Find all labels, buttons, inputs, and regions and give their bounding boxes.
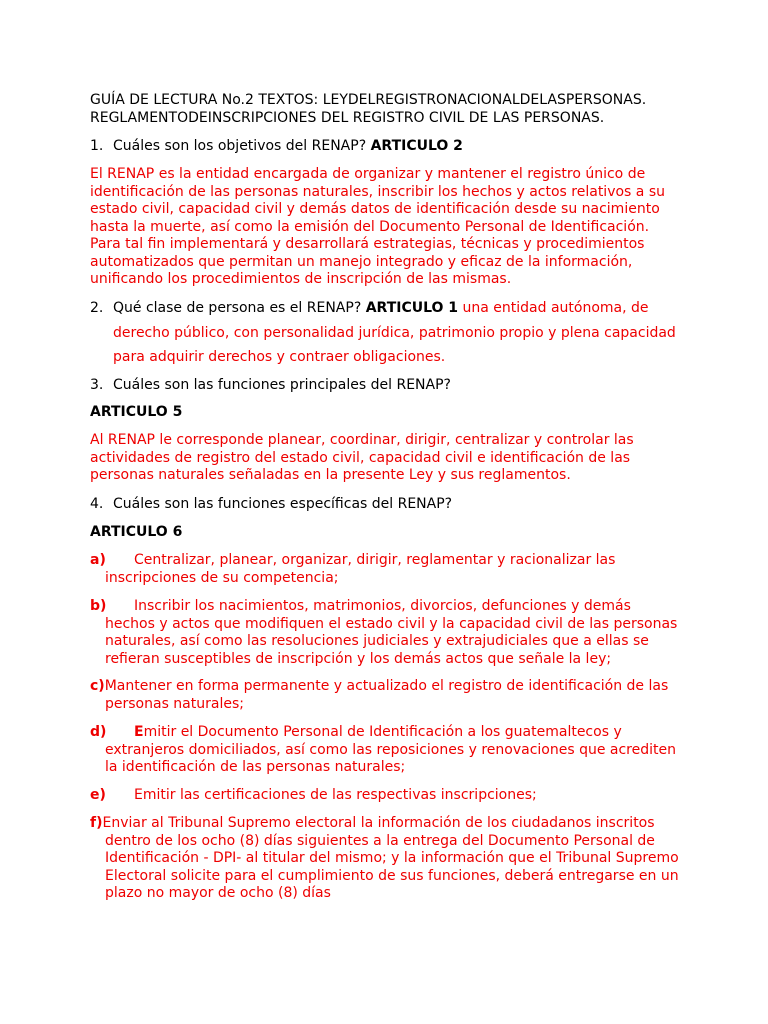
answer-line: El RENAP es la entidad encargada de organizar y mantener el registro único de xyxy=(90,166,646,182)
item-text: personas naturales; xyxy=(105,695,244,712)
answer-line: automatizados que permitan un manejo integrado y eficaz de la información, xyxy=(90,253,633,270)
answer-2 xyxy=(113,321,693,369)
answer-line: identificación de las personas naturales, inscribir los hechos y actos relativos a su xyxy=(90,183,665,200)
item-text: Inscribir los nacimientos, matrimonios, divorcios, defunciones y demás xyxy=(134,598,631,614)
answer-line: hasta la muerte, así como la emisión del Documento Personal de Identificación. xyxy=(90,218,650,235)
question-text: Cuáles son los objetivos del RENAP? xyxy=(113,138,367,154)
question-1 xyxy=(90,138,690,156)
article-heading-5: ARTICULO 5 xyxy=(90,404,183,420)
question-3 xyxy=(90,377,690,395)
list-item-b xyxy=(90,598,690,668)
list-item-e xyxy=(90,787,690,805)
answer-1 xyxy=(90,166,690,289)
item-label: a) xyxy=(90,552,106,568)
item-text: Electoral solicite para el cumplimiento de sus funciones, deberá entregarse en un xyxy=(105,867,679,884)
article-reference: ARTICULO 2 xyxy=(370,138,463,154)
answer-line: actividades de registro del estado civil, capacidad civil e identificación de las xyxy=(90,449,631,466)
list-item-d xyxy=(90,724,690,777)
article-heading-6: ARTICULO 6 xyxy=(90,524,183,540)
answer-line: estado civil, capacidad civil y demás datos de identificación desde su nacimiento xyxy=(90,201,660,217)
item-text: extranjeros domiciliados, así como las reposiciones y renovaciones que acrediten xyxy=(105,741,676,758)
question-4 xyxy=(90,496,690,514)
answer-line: personas naturales señaladas en la presente Ley y sus reglamentos. xyxy=(90,467,571,483)
item-text: la identificación de las personas naturales; xyxy=(105,759,406,775)
answer-line: para adquirir derechos y contraer obligaciones. xyxy=(113,349,446,365)
answer-line: derecho público, con personalidad jurídica, patrimonio propio y plena capacidad xyxy=(113,325,676,341)
question-number: 4. xyxy=(90,496,104,512)
item-text-initial: E xyxy=(134,724,144,740)
item-label: d) xyxy=(90,724,107,740)
item-label: b) xyxy=(90,598,107,614)
item-text: naturales, así como las resoluciones judiciales y extrajudiciales que a ellas se xyxy=(105,633,649,649)
item-label: e) xyxy=(90,787,106,803)
item-text: inscripciones de su competencia; xyxy=(105,569,339,586)
question-number: 3. xyxy=(90,377,104,393)
item-text: Centralizar, planear, organizar, dirigir, reglamentar y racionalizar las xyxy=(134,552,616,568)
answer-line: Al RENAP le corresponde planear, coordinar, dirigir, centralizar y controlar las xyxy=(90,432,634,448)
answer-line: Para tal fin implementará y desarrollará estrategias, técnicas y procedimientos xyxy=(90,236,645,252)
item-text: Identificación - DPI- al titular del mismo; y la información que el Tribunal Supremo xyxy=(105,850,679,866)
answer-line: unificando los procedimientos de inscripción de las mismas. xyxy=(90,271,512,287)
question-2 xyxy=(90,300,690,318)
item-text: mitir el Documento Personal de Identificación a los guatemaltecos y xyxy=(143,724,622,740)
question-text: Qué clase de persona es el RENAP? xyxy=(113,300,362,316)
item-text: dentro de los ocho (8) días siguientes a la entrega del Documento Personal de xyxy=(105,832,655,849)
header-line-2: REGLAMENTODEINSCRIPCIONES DEL REGISTRO CIVIL DE LAS PERSONAS. xyxy=(90,109,605,126)
list-item-a xyxy=(90,552,690,587)
question-text: Cuáles son las funciones principales del RENAP? xyxy=(113,377,451,393)
item-label: c) xyxy=(90,678,105,694)
article-reference: ARTICULO 1 xyxy=(365,300,459,316)
item-text: refieran susceptibles de inscripción y los demás actos que señale la ley; xyxy=(105,650,612,667)
item-text: Mantener en forma permanente y actualizado el registro de identificación de las xyxy=(104,678,669,694)
header-line-1: GUÍA DE LECTURA No.2 TEXTOS: LEYDELREGISTRONACIONALDELASPERSONAS. xyxy=(90,92,647,108)
document-header xyxy=(90,92,690,127)
question-text: Cuáles son las funciones específicas del RENAP? xyxy=(113,496,453,512)
item-label: f) xyxy=(90,815,103,831)
item-text: hechos y actos que modifiquen el estado civil y la capacidad civil de las personas xyxy=(105,615,678,632)
item-text: plazo no mayor de ocho (8) días xyxy=(105,885,331,901)
item-text: Emitir las certificaciones de las respectivas inscripciones; xyxy=(134,787,537,803)
question-number: 1. xyxy=(90,138,104,154)
question-number: 2. xyxy=(90,300,104,316)
item-text: Enviar al Tribunal Supremo electoral la información de los ciudadanos inscritos xyxy=(102,815,655,831)
answer-3 xyxy=(90,432,690,485)
list-item-f xyxy=(90,815,690,903)
list-item-c xyxy=(90,678,690,713)
answer-inline: una entidad autónoma, de xyxy=(462,300,649,316)
